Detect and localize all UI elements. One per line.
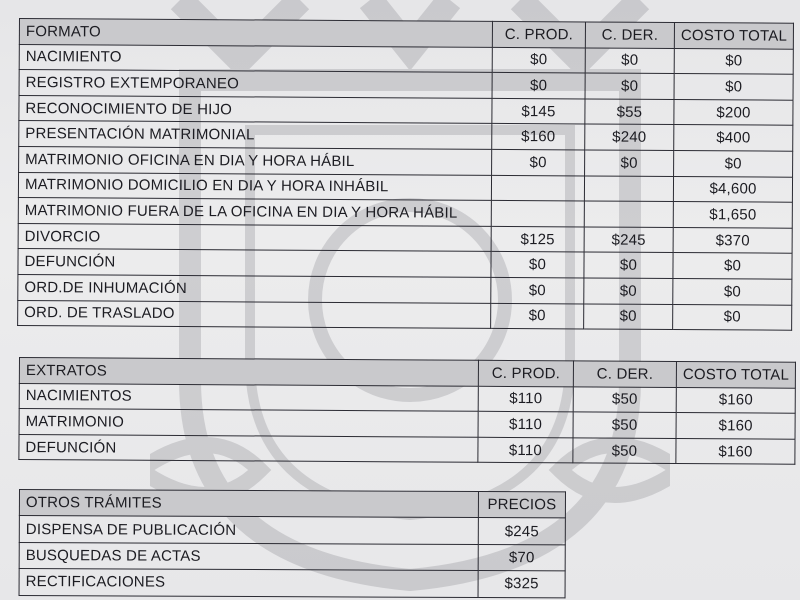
row-label: MATRIMONIO FUERA DE LA OFICINA EN DIA Y HORA HÁBIL bbox=[18, 198, 491, 226]
price-cell: $0 bbox=[673, 253, 792, 279]
column-header: EXTRATOS bbox=[19, 358, 478, 386]
price-cell bbox=[584, 201, 673, 227]
row-label: PRESENTACIÓN MATRIMONIAL bbox=[19, 121, 492, 149]
price-cell: $0 bbox=[492, 149, 585, 175]
row-label: ORD. DE TRASLADO bbox=[18, 300, 491, 328]
row-label: BUSQUEDAS DE ACTAS bbox=[19, 542, 478, 570]
price-cell: $125 bbox=[491, 226, 584, 252]
price-cell bbox=[491, 201, 584, 227]
row-label: ORD.DE INHUMACIÓN bbox=[18, 274, 491, 302]
row-label: DEFUNCIÓN bbox=[18, 249, 491, 277]
price-cell bbox=[584, 176, 673, 202]
price-cell: $50 bbox=[573, 412, 676, 438]
column-header: PRECIOS bbox=[478, 492, 565, 519]
price-cell: $0 bbox=[491, 277, 584, 303]
column-header: C. PROD. bbox=[478, 360, 573, 386]
price-cell: $0 bbox=[585, 73, 674, 99]
row-label: REGISTRO EXTEMPORANEO bbox=[19, 70, 492, 98]
price-cell: $0 bbox=[492, 47, 585, 73]
column-header: C. DER. bbox=[573, 361, 676, 387]
price-cell: $4,600 bbox=[673, 176, 792, 202]
table-header-row bbox=[19, 490, 565, 519]
table-row bbox=[18, 300, 792, 330]
table-row bbox=[19, 569, 565, 598]
row-label: RECONOCIMIENTO DE HIJO bbox=[19, 95, 492, 123]
table-row bbox=[19, 542, 565, 571]
price-cell: $110 bbox=[478, 437, 573, 463]
formato-table bbox=[17, 18, 794, 331]
row-label: NACIMIENTOS bbox=[19, 383, 478, 411]
price-cell: $0 bbox=[584, 303, 673, 329]
price-cell: $400 bbox=[674, 125, 793, 151]
price-cell: $1,650 bbox=[673, 202, 792, 228]
price-cell bbox=[491, 175, 584, 201]
column-header: COSTO TOTAL bbox=[674, 23, 793, 49]
row-label: DIVORCIO bbox=[18, 223, 491, 251]
price-cell: $240 bbox=[585, 124, 674, 150]
price-cell: $0 bbox=[584, 278, 673, 304]
price-cell: $245 bbox=[478, 518, 565, 545]
column-header: C. PROD. bbox=[492, 21, 585, 47]
price-cell: $370 bbox=[673, 227, 792, 253]
price-cell: $160 bbox=[676, 387, 795, 413]
price-cell: $0 bbox=[584, 252, 673, 278]
price-cell: $0 bbox=[674, 150, 793, 176]
price-cell: $160 bbox=[492, 124, 585, 150]
price-cell: $50 bbox=[573, 386, 676, 412]
row-label: MATRIMONIO DOMICILIO EN DIA Y HORA INHÁBIL bbox=[18, 172, 491, 200]
price-cell: $0 bbox=[491, 303, 584, 329]
table-row bbox=[19, 434, 795, 464]
price-cell: $200 bbox=[674, 99, 793, 125]
price-cell: $110 bbox=[478, 386, 573, 412]
price-cell: $145 bbox=[492, 98, 585, 124]
extratos-table bbox=[18, 357, 796, 465]
otros-tramites-table bbox=[19, 489, 566, 598]
price-cell: $0 bbox=[585, 150, 674, 176]
price-cell: $0 bbox=[585, 48, 674, 74]
row-label: DISPENSA DE PUBLICACIÓN bbox=[19, 516, 478, 544]
price-cell: $325 bbox=[478, 571, 565, 598]
price-cell: $0 bbox=[492, 73, 585, 99]
column-header: FORMATO bbox=[19, 19, 492, 47]
price-cell: $0 bbox=[674, 74, 793, 100]
row-label: NACIMIENTO bbox=[19, 44, 492, 72]
row-label: MATRIMONIO OFICINA EN DIA Y HORA HÁBIL bbox=[19, 146, 492, 174]
column-header: C. DER. bbox=[585, 22, 674, 48]
price-cell: $245 bbox=[584, 227, 673, 253]
table-row bbox=[19, 516, 565, 545]
price-cell: $160 bbox=[676, 413, 795, 439]
row-label: MATRIMONIO bbox=[19, 409, 478, 437]
column-header: COSTO TOTAL bbox=[676, 362, 795, 388]
price-cell: $50 bbox=[573, 438, 676, 464]
price-cell: $55 bbox=[585, 99, 674, 125]
row-label: DEFUNCIÓN bbox=[19, 434, 478, 462]
price-cell: $0 bbox=[673, 304, 792, 330]
price-cell: $160 bbox=[676, 438, 795, 464]
price-cell: $0 bbox=[674, 48, 793, 74]
price-cell: $0 bbox=[673, 278, 792, 304]
column-header: OTROS TRÁMITES bbox=[19, 490, 478, 518]
price-cell: $70 bbox=[478, 544, 565, 571]
price-cell: $110 bbox=[478, 411, 573, 437]
price-cell: $0 bbox=[491, 252, 584, 278]
row-label: RECTIFICACIONES bbox=[19, 569, 478, 597]
